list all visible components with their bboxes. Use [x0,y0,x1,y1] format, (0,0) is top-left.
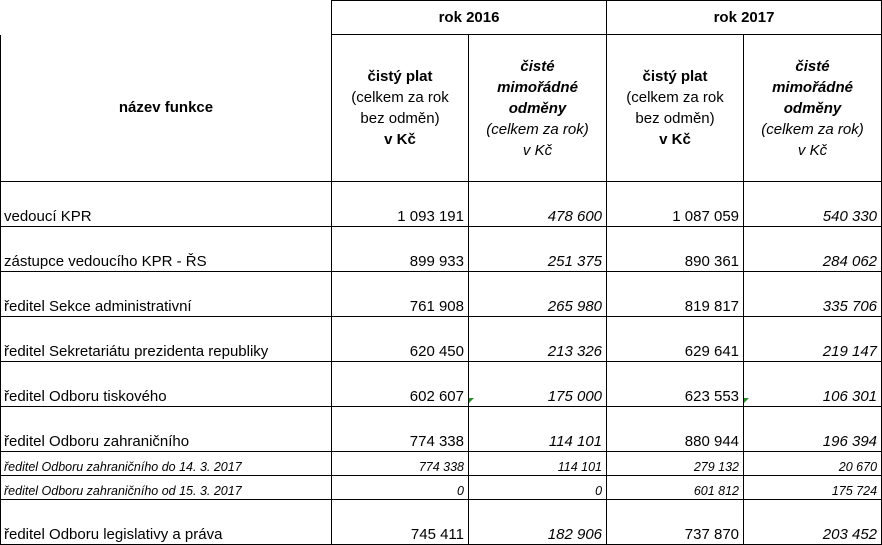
net-salary-title: čistý plat [367,68,433,85]
year-header-row [1,1,882,35]
bonus-2016-cell: 114 101 [469,407,607,452]
row-function-name: zástupce vedoucího KPR - ŘS [1,227,332,272]
net-salary-line2: bez odměn) [360,110,440,127]
net-salary-unit: v Kč [659,131,691,148]
net-salary-2016-cell: 774 338 [332,407,469,452]
net-salary-2016-cell: 620 450 [332,317,469,362]
table-row [1,272,882,317]
bonus-title3: odměny [508,99,567,117]
table-row [1,476,882,500]
bonus-2016-cell: 213 326 [469,317,607,362]
net-salary-2016-header [332,35,469,182]
bonus-2017-cell: 106 301 [744,362,882,407]
net-salary-2016-cell: 745 411 [332,500,469,545]
row-function-name: ředitel Sekce administrativní [1,272,332,317]
comment-indicator-icon [469,398,474,403]
bonus-2017-cell: 335 706 [744,272,882,317]
bonus-title1: čisté [520,57,555,75]
row-function-name: ředitel Sekretariátu prezidenta republiky [1,317,332,362]
bonus-title1: čisté [795,57,830,75]
net-salary-2016-cell: 1 093 191 [332,182,469,227]
net-salary-line1: (celkem za rok [626,89,724,106]
function-name-header: název funkce [1,35,332,182]
net-salary-line1: (celkem za rok [351,89,449,106]
row-function-name: ředitel Odboru legislativy a práva [1,500,332,545]
bonus-2017-header [744,35,882,182]
comment-indicator-icon [744,398,749,403]
table-row [1,452,882,476]
net-salary-2017-cell: 1 087 059 [607,182,744,227]
net-salary-2016-cell: 761 908 [332,272,469,317]
table-row [1,500,882,545]
bonus-2017-cell: 219 147 [744,317,882,362]
table-row [1,362,882,407]
net-salary-2016-cell: 602 607 [332,362,469,407]
bonus-2016-cell: 251 375 [469,227,607,272]
bonus-title3: odměny [783,99,842,117]
net-salary-unit: v Kč [384,131,416,148]
net-salary-2016-cell: 899 933 [332,227,469,272]
row-function-name: ředitel Odboru tiskového [1,362,332,407]
bonus-line1: (celkem za rok) [761,120,864,138]
row-function-name: ředitel Odboru zahraničního [1,407,332,452]
row-function-name: ředitel Odboru zahraničního od 15. 3. 2017 [1,476,332,500]
table-row [1,182,882,227]
net-salary-line2: bez odměn) [635,110,715,127]
net-salary-2017-cell: 601 812 [607,476,744,500]
bonus-2016-cell: 265 980 [469,272,607,317]
net-salary-2017-header [607,35,744,182]
net-salary-2016-cell: 774 338 [332,452,469,476]
bonus-2017-cell: 284 062 [744,227,882,272]
bonus-title2: mimořádné [497,78,578,96]
row-function-name: vedoucí KPR [1,182,332,227]
column-header-row [1,35,882,182]
corner-cell [1,1,332,35]
year-2016-header: rok 2016 [332,1,607,35]
year-2017-header: rok 2017 [607,1,882,35]
bonus-line1: (celkem za rok) [486,120,589,138]
bonus-2016-cell: 478 600 [469,182,607,227]
net-salary-2017-cell: 629 641 [607,317,744,362]
table-row [1,317,882,362]
bonus-unit: v Kč [522,141,553,159]
bonus-2016-cell: 175 000 [469,362,607,407]
bonus-2016-cell: 114 101 [469,452,607,476]
net-salary-2017-cell: 279 132 [607,452,744,476]
bonus-2017-cell: 175 724 [744,476,882,500]
row-function-name: ředitel Odboru zahraničního do 14. 3. 2017 [1,452,332,476]
net-salary-2017-cell: 880 944 [607,407,744,452]
bonus-title2: mimořádné [772,78,853,96]
net-salary-2017-cell: 819 817 [607,272,744,317]
bonus-2016-cell: 0 [469,476,607,500]
bonus-2017-cell: 540 330 [744,182,882,227]
table-row [1,227,882,272]
net-salary-2017-cell: 737 870 [607,500,744,545]
net-salary-title: čistý plat [642,68,708,85]
table-row [1,407,882,452]
bonus-unit: v Kč [797,141,828,159]
net-salary-2017-cell: 890 361 [607,227,744,272]
net-salary-2016-cell: 0 [332,476,469,500]
bonus-2016-header [469,35,607,182]
bonus-2017-cell: 203 452 [744,500,882,545]
bonus-2017-cell: 20 670 [744,452,882,476]
bonus-2017-cell: 196 394 [744,407,882,452]
bonus-2016-cell: 182 906 [469,500,607,545]
net-salary-2017-cell: 623 553 [607,362,744,407]
